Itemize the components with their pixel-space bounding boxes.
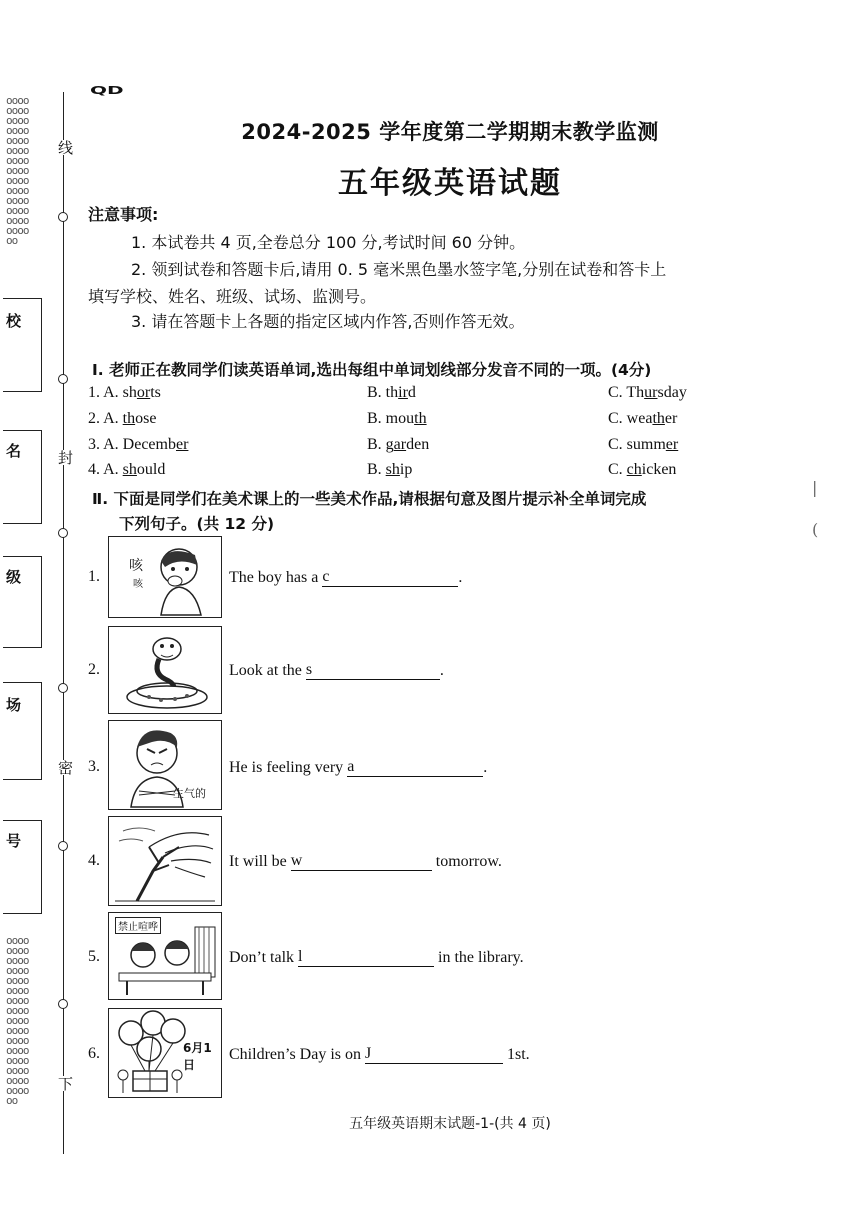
notice-item-2: 2. 领到试卷和答题卡后,请用 0. 5 毫米黑色墨水签字笔,分别在试卷和答卡上 [131, 260, 667, 279]
item-1-after: . [458, 569, 463, 586]
exam-title: 2024-2025 学年度第二学期期末教学监测 [241, 120, 659, 144]
item-4-letter: w [290, 852, 303, 869]
item-3-blank[interactable] [347, 758, 483, 777]
edge-mark-2: ( [812, 520, 819, 539]
q4-a-post: ould [136, 461, 166, 478]
q1-b-post: d [407, 384, 416, 401]
item-6-after: 1st. [503, 1046, 530, 1063]
item-2-after: . [439, 662, 444, 679]
name-field-label: 名 [6, 442, 22, 460]
cough-picture-text-1: 咳 [129, 558, 143, 574]
q2-c-pre: C. wea [608, 410, 653, 427]
q1-b-pre: B. th [367, 384, 399, 401]
childrens-day-picture [108, 1008, 222, 1098]
item-5-before: Don’t talk [229, 949, 299, 966]
q4-b-underlined: sh [385, 461, 400, 478]
q3-a-underlined: er [175, 436, 189, 453]
page-footer: 五年级英语期末试题-1-(共 4 页) [349, 1116, 551, 1132]
item-3-sentence [229, 758, 487, 777]
childrens-day-date-text: 6月1日 [183, 1041, 212, 1072]
item-3-letter: a [347, 758, 355, 775]
q2-b-underlined: th [414, 410, 427, 427]
section2-title: Ⅱ. 下面是同学们在美术课上的一些美术作品,请根据句意及图片提示补全单词完成 [92, 490, 647, 508]
q2-b-pre: B. mou [367, 410, 415, 427]
q3-c-underlined: er [665, 436, 679, 453]
item-5-after: in the library. [434, 949, 524, 966]
item-4-blank[interactable] [291, 852, 432, 871]
coughing-boy-icon [109, 537, 221, 617]
q3-c-pre: C. summ [608, 436, 666, 453]
notice-item-2-cont: 填写学校、姓名、班级、试场、监测号。 [88, 287, 377, 306]
q4-number: 4. A. [88, 461, 119, 478]
notice-item-1: 1. 本试卷共 4 页,全卷总分 100 分,考试时间 60 分钟。 [131, 233, 526, 252]
q1-number: 1. A. [88, 384, 119, 401]
q1-a-underlined: or [136, 384, 151, 401]
q1-b-underlined: ir [398, 384, 408, 401]
q2-number: 2. A. [88, 410, 119, 427]
q3-number: 3. A. [88, 436, 119, 453]
item-6-sentence [229, 1045, 530, 1064]
q4-c-underlined: ch [626, 461, 642, 478]
item-1-letter: c [322, 568, 330, 585]
margin-word-xia: 下 [56, 1076, 74, 1091]
cough-picture [108, 536, 222, 618]
item-2-sentence [229, 661, 444, 680]
section1-title: Ⅰ. 老师正在教同学们读英语单词,选出每组中单词划线部分发音不同的一项。(4分) [92, 361, 652, 379]
item-5-sentence [229, 948, 524, 967]
header-mark: QD [90, 83, 124, 97]
margin-word-xian: 线 [56, 140, 74, 155]
item-4-after: tomorrow. [431, 853, 502, 870]
item-4-before: It will be [229, 853, 291, 870]
q4-a-underlined: sh [122, 461, 137, 478]
margin-word-mi: 密 [56, 760, 74, 775]
exam-subtitle: 五年级英语试题 [338, 166, 562, 201]
windy-tree-icon [109, 817, 221, 905]
item-2-before: Look at the [229, 662, 306, 679]
item-3-after: . [483, 759, 488, 776]
snake-picture [108, 626, 222, 714]
item-5-letter: l [298, 948, 303, 965]
item-3-before: He is feeling very [229, 759, 348, 776]
item-1-sentence [229, 568, 462, 587]
q1-c-underlined: ur [644, 384, 658, 401]
notice-item-3: 3. 请在答题卡上各题的指定区域内作答,否则作答无效。 [131, 312, 525, 331]
q3-b-underlined: ar [393, 436, 407, 453]
q2-c-post: er [664, 410, 678, 427]
q3-b-pre: B. g [367, 436, 394, 453]
q2-a-underlined: th [122, 410, 136, 427]
edge-mark-1: | [812, 478, 818, 497]
item-4-number: 4. [88, 852, 100, 869]
q3-b-post: den [406, 436, 430, 453]
q1-c-pre: C. Th [608, 384, 645, 401]
q1-a-post: ts [150, 384, 161, 401]
q2-c-underlined: th [652, 410, 665, 427]
snake-icon [109, 627, 221, 713]
item-1-number: 1. [88, 568, 100, 585]
q2-a-post: ose [135, 410, 157, 427]
q1-c-post: sday [657, 384, 687, 401]
library-sign-text: 禁止喧哗 [115, 917, 161, 934]
q4-b-pre: B. [367, 461, 386, 478]
item-5-blank[interactable] [298, 948, 434, 967]
margin-word-feng: 封 [56, 450, 74, 465]
windy-tree-picture [108, 816, 222, 906]
section2-title-cont: 下列句子。(共 12 分) [119, 515, 275, 533]
margin-dot-strip-bottom: oooooooooooooooooooooooooooooooooooooooooooooooooooooooooooooooooo [6, 936, 29, 1107]
item-2-number: 2. [88, 661, 100, 678]
item-2-letter: s [305, 661, 313, 678]
q1-a-pre: sh [122, 384, 137, 401]
item-2-blank[interactable] [306, 661, 440, 680]
item-6-blank[interactable] [365, 1045, 503, 1064]
library-picture [108, 912, 222, 1000]
angry-boy-picture [108, 720, 222, 810]
q3-a-pre: Decemb [122, 436, 176, 453]
notice-heading: 注意事项: [88, 205, 159, 224]
q4-c-pre: C. [608, 461, 627, 478]
margin-dot-strip-top: oooooooooooooooooooooooooooooooooooooooooooooooooooooooooo [6, 96, 29, 247]
number-field-label: 号 [6, 832, 22, 850]
item-4-sentence [229, 852, 502, 871]
item-6-letter: J [365, 1045, 372, 1062]
item-5-number: 5. [88, 948, 100, 965]
item-6-before: Children’s Day is on [229, 1046, 365, 1063]
item-3-number: 3. [88, 758, 100, 775]
students-talking-icon [109, 913, 221, 999]
angry-picture-text: 生气的 [173, 787, 206, 800]
item-1-blank[interactable] [322, 568, 458, 587]
class-field-label: 级 [6, 568, 22, 586]
school-field-label: 校 [6, 312, 22, 330]
item-6-number: 6. [88, 1045, 100, 1062]
room-field-label: 场 [6, 696, 22, 714]
cough-picture-text-2: 咳 [133, 579, 143, 590]
item-1-before: The boy has a [229, 569, 323, 586]
q4-b-post: ip [399, 461, 413, 478]
q4-c-post: icken [641, 461, 677, 478]
